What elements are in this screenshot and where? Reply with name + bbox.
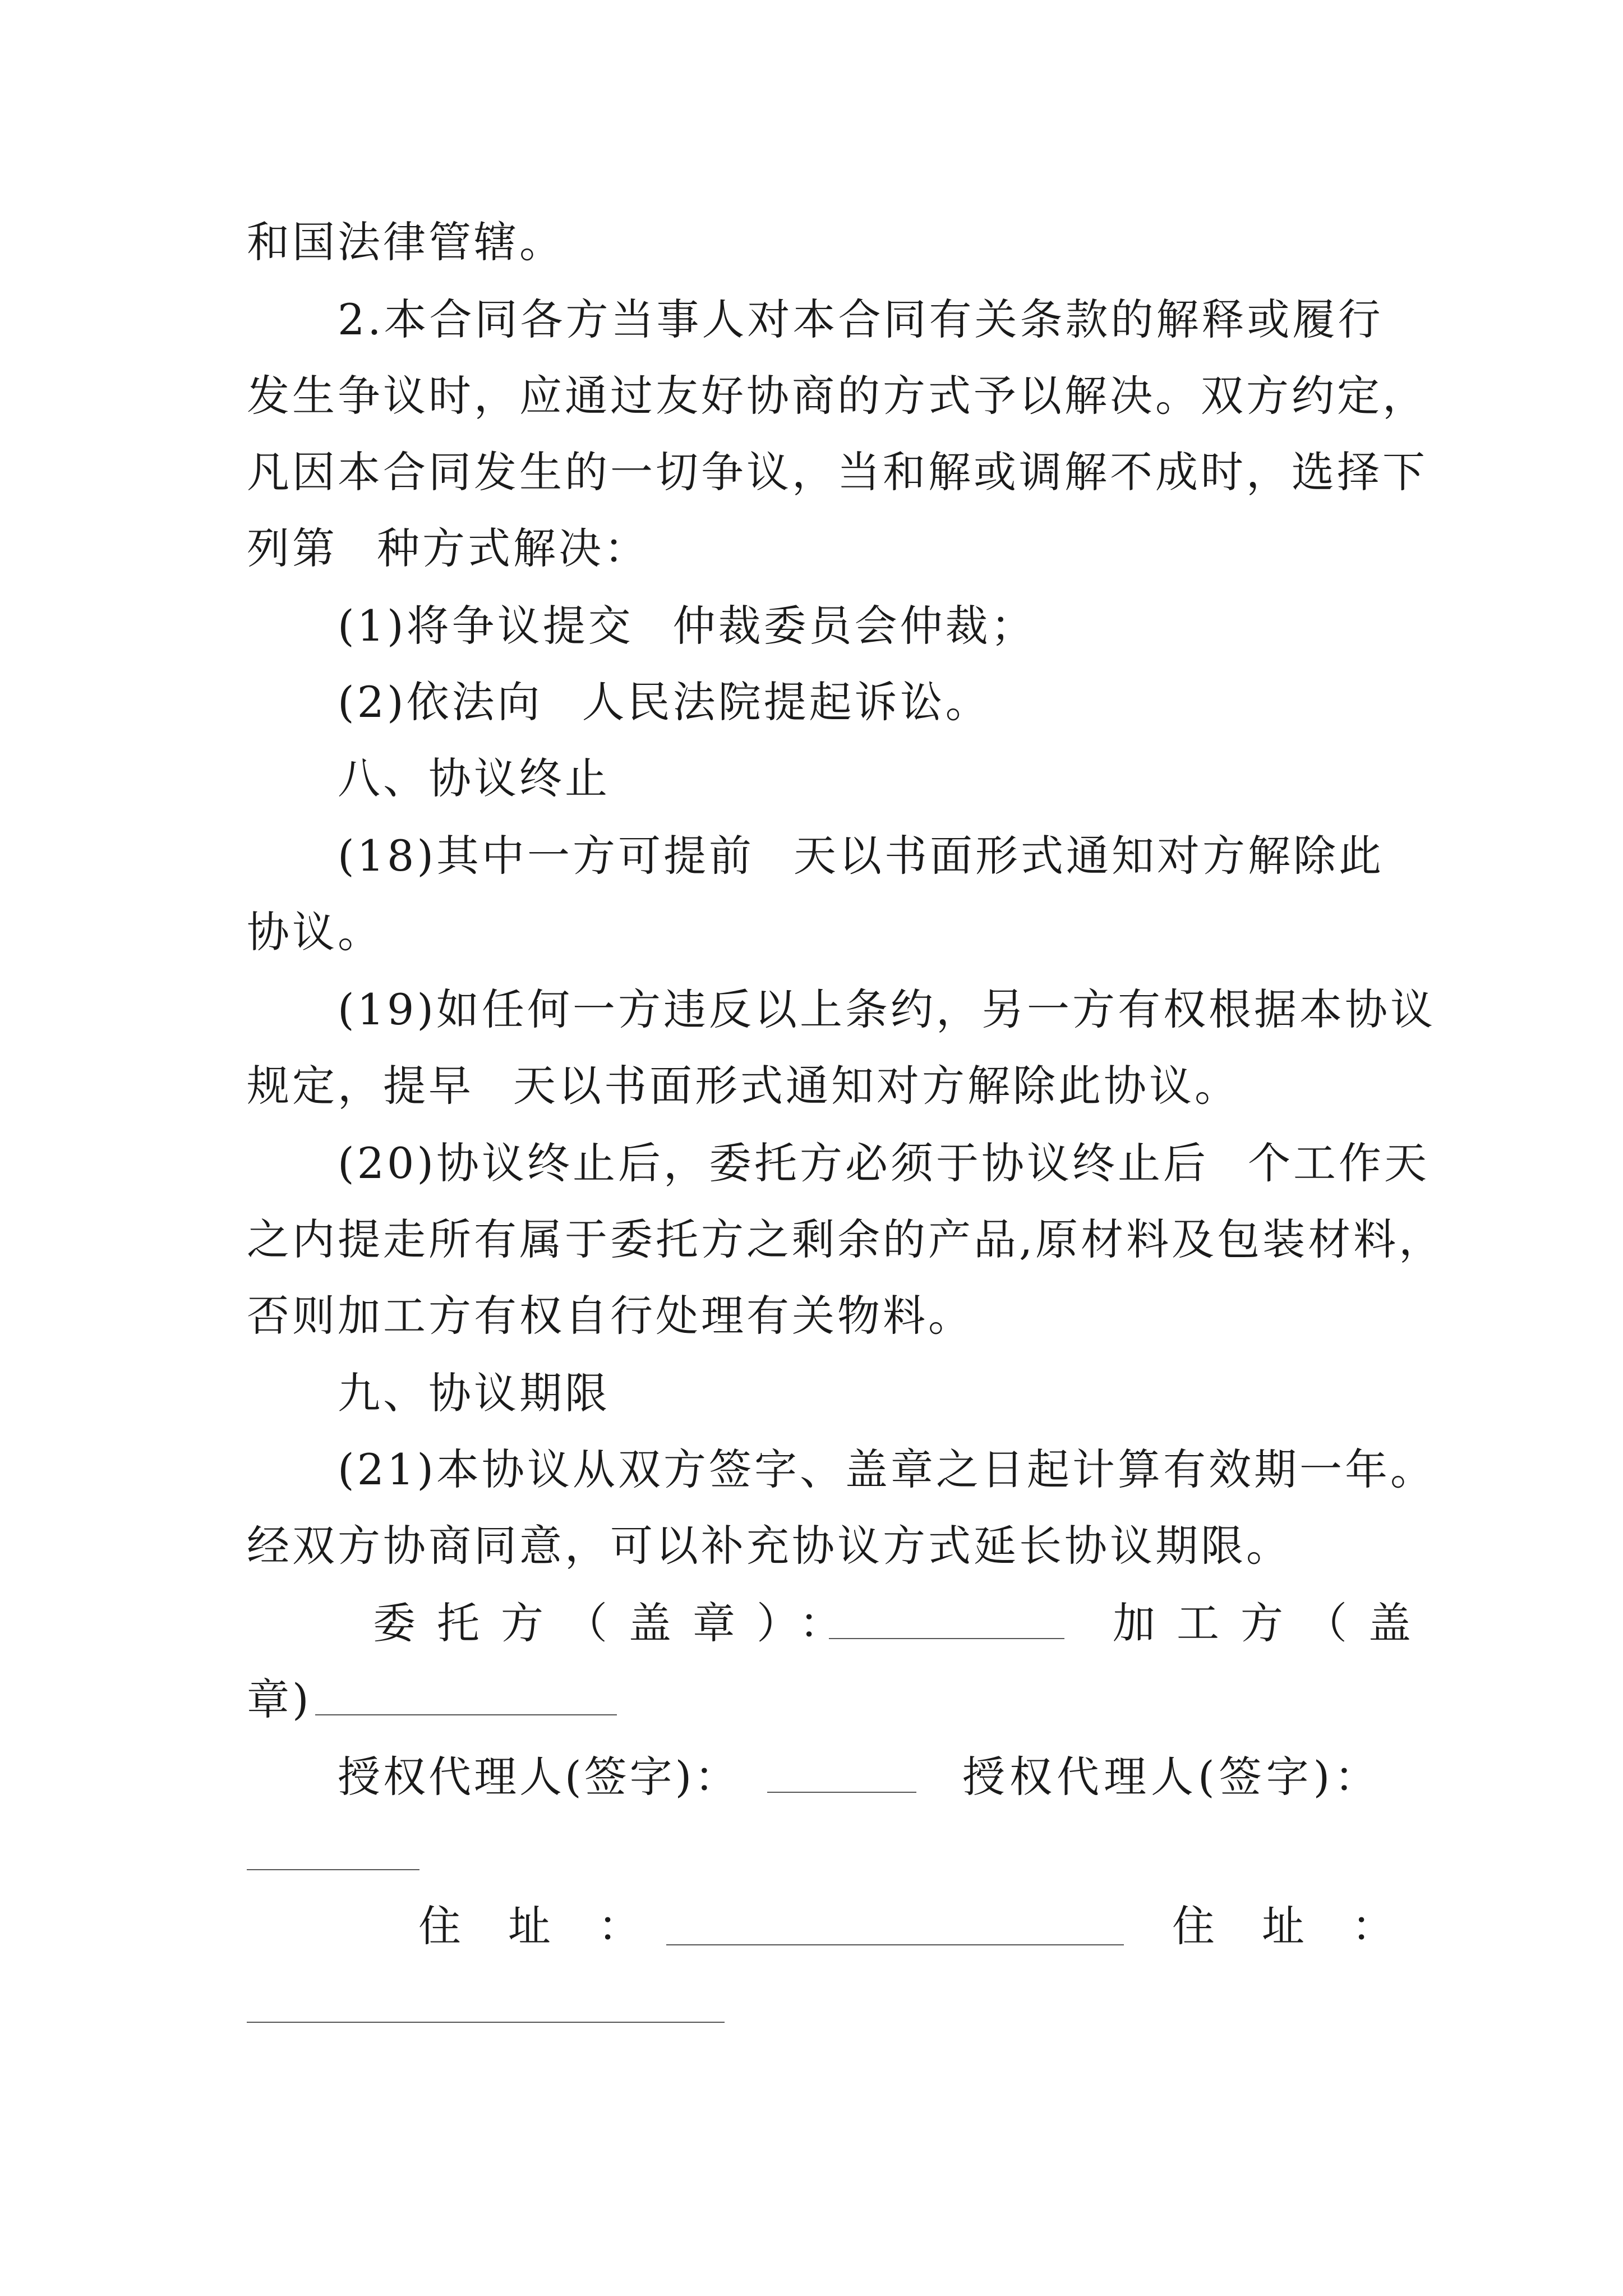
text-segment: 种方式解决： [377, 523, 649, 573]
agent-signature-blank-2 [247, 1869, 419, 1870]
paragraph-line: 经双方协商同意，可以补充协议方式延长协议期限。 [247, 1521, 1292, 1571]
paragraph-line: (19)如任何一方违反以上条约，另一方有权根据本协议 [338, 984, 1436, 1034]
agent-signature-label-2: 授权代理人(签字)： [962, 1752, 1382, 1802]
paragraph-line: 否则加工方有权自行处理有关物料。 [247, 1291, 974, 1341]
list-item [338, 674, 991, 730]
text-segment: (1)将争议提交 [338, 601, 634, 651]
paragraph-line: 协议。 [247, 907, 383, 957]
paragraph-line: 之内提走所有属于委托方之剩余的产品,原材料及包装材料， [247, 1214, 1445, 1264]
address-blank-1 [666, 1944, 1124, 1945]
text-segment: 人民法院提起诉讼。 [582, 677, 991, 727]
processor-seal-label-cont: 章) [247, 1674, 312, 1724]
text-segment: 仲裁委员会仲裁； [672, 601, 1036, 651]
address-label-1: 住址： [418, 1901, 688, 1951]
paragraph-line: 和国法律管辖。 [247, 217, 565, 267]
text-segment: (18)其中一方可提前 [338, 831, 755, 881]
agent-signature-label-1: 授权代理人(签字)： [338, 1752, 740, 1802]
paragraph-line: 发生争议时，应通过友好协商的方式予以解决。双方约定， [247, 371, 1428, 421]
paragraph-line [247, 521, 649, 577]
text-segment: 天以书面形式通知对方解除此协议。 [513, 1061, 1240, 1111]
paragraph-line: 2.本合同各方当事人对本合同有关条款的解释或履行 [338, 295, 1384, 344]
text-segment: (20)协议终止后，委托方必须于协议终止后 [338, 1138, 1209, 1188]
paragraph-line: (21)本协议从双方签字、盖章之日起计算有效期一年。 [338, 1444, 1436, 1494]
processor-seal-label: 加工方（盖 [1113, 1598, 1432, 1648]
address-label-2: 住址： [1172, 1901, 1441, 1951]
paragraph-line [338, 828, 1384, 884]
section-heading: 八、协议终止 [338, 753, 610, 803]
entrustor-seal-blank [829, 1638, 1064, 1639]
entrustor-seal-label: 委托方（盖章）： [373, 1598, 863, 1648]
paragraph-line: 凡因本合同发生的一切争议，当和解或调解不成时，选择下 [247, 447, 1428, 497]
address-blank-2 [247, 2022, 725, 2023]
paragraph-line [247, 1058, 1240, 1114]
agent-signature-blank-1 [767, 1792, 916, 1793]
text-segment: (2)依法向 [338, 677, 543, 727]
text-segment: 个工作天 [1248, 1138, 1430, 1188]
text-segment: 列第 [247, 523, 338, 573]
text-segment: 规定，提早 [247, 1061, 474, 1111]
list-item [338, 598, 1036, 654]
text-segment: 天以书面形式通知对方解除此 [794, 831, 1385, 881]
processor-seal-blank [315, 1714, 617, 1715]
section-heading: 九、协议期限 [338, 1368, 610, 1418]
paragraph-line [338, 1135, 1430, 1191]
